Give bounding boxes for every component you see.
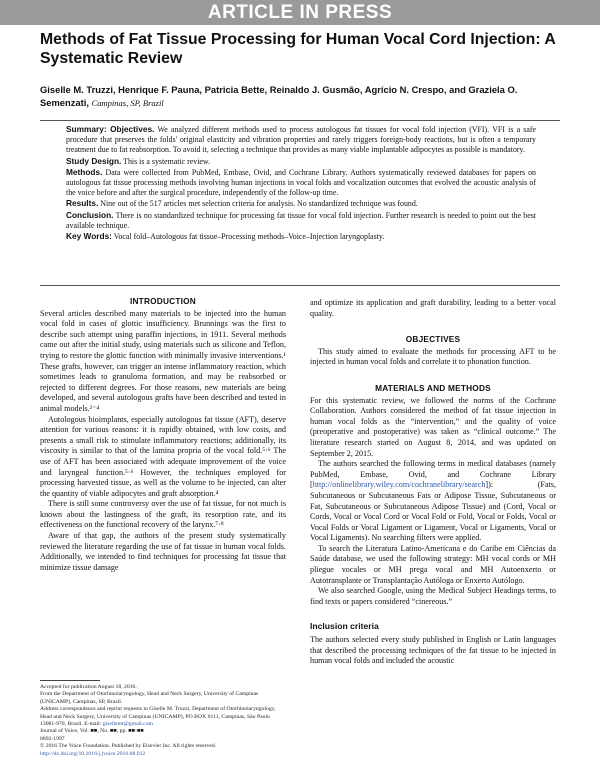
design-text: This is a systematic review.: [123, 156, 211, 166]
intro-paragraph-2: Autologous bioimplants, especially autologous fat tissue (AFT), deserve attention for various reasons: it is rapidly obtained, with low costs, and presents a small risk to stimulate inflammatory reactions; additionally, its viscosity is similar to that of the lamina propria of the vocal fold.⁵·⁶ The use of AFT has been associated with adequate improvement of the voice and laryngeal function.⁵·⁶ However, the techniques employed for processing harvested tissue, as well as the volume to be injected, can alter the quantity of viable adipocytes and graft absorption.⁴: [40, 414, 286, 498]
footnote-address: Address correspondence and reprint requests to Giselle M. Truzzi, Department of Otorhinolaryngology, Head and Neck Surgery, University of Campinas (UNICAMP), PO BOX 6111, Campinas, São Paulo 13081-970, Brazil. E-mail: gisellemt@gmail.com: [40, 706, 276, 728]
abstract-top-rule: [40, 120, 560, 121]
footnote: [40, 684, 286, 758]
intro-continuation: and optimize its application and graft durability, leading to a better vocal quality.: [310, 298, 556, 318]
left-column: [40, 296, 286, 573]
article-in-press-banner: ARTICLE IN PRESS: [0, 0, 600, 25]
summary-text: We analyzed different methods used to process autologous fat tissues for vocal fold injection (VFI). VFI is a safe procedure that preserves the folds' original elasticity and vibration properties and rarely triggers foreign-body reactions, but is often a temporary treatment due to fat reabsorption. To avoid it, selecting a technique that provides as many viable implantable adipocytes as possible is mandatory.: [66, 125, 536, 155]
abstract-bottom-rule: [40, 285, 560, 286]
footnote-issn: 0892-1997: [40, 735, 65, 742]
methods-paragraph-2: The authors searched the following terms in medical databases (namely PubMed, Embase, Ovid, and Cochrane Library [http://onlinelibrary.wiley.com/cochranelibrary/search]): (Fats, Subcutaneous or Subcutaneous Fats or Adipose Tissue, Subcutaneous or Fat, Subcutaneous or Subcutaneous Adipose Tissue) and (Cord, Vocal or Cords, Vocal or Vocal Cord or Vocal Fold or Fold, Vocal or Folds, Vocal or Vocal Folds or Vocal Ligament or Ligament, Vocal or Ligaments, Vocal or Vocal Ligaments). No searching filters were applied.: [310, 459, 556, 543]
footnote-journal: Journal of Voice, Vol. ■■, No. ■■, pp. ■■-■■: [40, 728, 144, 735]
methods-paragraph-4: We also searched Google, using the Medical Subject Headings terms, to find texts or papers considered “cinereous.”: [310, 586, 556, 606]
intro-paragraph-4: Aware of that gap, the authors of the present study systematically reviewed the literature regarding the use of fat tissue in human vocal folds. Additionally, we intended to find techniques for processing fat tissue that minimize tissue damage: [40, 531, 286, 572]
footnote-accepted: Accepted for publication August 18, 2016.: [40, 684, 137, 690]
conclusion-text: There is no standardized technique for processing fat tissue for vocal fold injection. Further research is needed to point out the best available technique.: [66, 210, 536, 230]
intro-paragraph-3: There is still some controversy over the use of fat tissue, for not much is known about the lastingness of the graft, its resorption rate, and its effectiveness on the functional recovery of the larynx.⁷·⁸: [40, 499, 286, 530]
footnote-rule: [40, 680, 100, 681]
summary-label: Summary: Objectives.: [66, 124, 155, 134]
methods-paragraph-3: To search the Literatura Latino-Americana e do Caribe em Ciências da Saúde database, we used the following strategy: MH vocal cords or MH pliegue vocales or MH prega vocal and MH Autoenxerto or Autotransplante or Transplantação Autóloga or Enxerto Autólogo.: [310, 543, 556, 585]
inclusion-criteria-heading: Inclusion criteria: [310, 621, 379, 632]
design-label: Study Design.: [66, 155, 122, 166]
author-email-link[interactable]: gisellemt@gmail.com: [102, 721, 153, 728]
author-list: [40, 84, 560, 109]
intro-paragraph-1: Several articles described many materials to be injected into the human vocal fold in cases of glottic insufficiency. Brunnings was the first to describe such attempt using paraffin injections, in 1911. Several methods came out after the initial study, using materials such as silicone and Teflon, trying to restore the glottic function with minimally invasive interventions.¹ These grafts, however, can trigger an intense inflammatory reaction, which sometimes leads to granuloma formation, and may be reabsorbed or rejected to different degrees. For those reasons, new materials are being developed, and several autologous grafts have been described and tested in animal models.²⁻⁴: [40, 308, 286, 413]
objectives-text: This study aimed to evaluate the methods for processing AFT to be injected in human vocal folds and correlate it to phonation function.: [310, 346, 556, 367]
keywords-text: Vocal fold–Autologous fat tissue–Processing methods–Voice–Injection laryngoplasty.: [113, 232, 385, 242]
author-location: Campinas, SP, Brazil: [91, 97, 164, 108]
footnote-affiliation: From the Department of Otorhinolaryngology, Head and Neck Surgery, University of Campinas (UNICAMP), Campinas, SP, Brazil.: [40, 691, 259, 705]
keywords-label: Key Words:: [66, 231, 112, 242]
abstract: [66, 124, 536, 242]
methods-text: Data were collected from PubMed, Embase, Ovid, and Cochrane Library. Authors systematically reviewed databases for papers on autologous fat tissue processing methods involving human injections in vocal folds and vocalization outcomes that evolved the acoustic analysis of the voice before and after the surgical procedure, independently of the follow-up time.: [66, 167, 536, 198]
results-label: Results.: [66, 198, 99, 209]
inclusion-criteria-text: The authors selected every study published in English or Latin languages that described the processing techniques of the fat tissue to be injected in human vocal folds and included the acoustic: [310, 635, 556, 666]
methods-label: Methods.: [66, 166, 103, 177]
article-title: Methods of Fat Tissue Processing for Human Vocal Cord Injection: A Systematic Review: [40, 31, 556, 67]
materials-methods-heading: MATERIALS AND METHODS: [375, 382, 491, 393]
right-column: [310, 298, 556, 667]
conclusion-label: Conclusion.: [66, 209, 114, 220]
cochrane-search-link[interactable]: http://onlinelibrary.wiley.com/cochranelibrary/search: [312, 480, 486, 490]
objectives-heading: OBJECTIVES: [405, 334, 461, 345]
doi-link[interactable]: http://dx.doi.org/10.1016/j.jvoice.2016.08.012: [40, 750, 146, 757]
author-names: Giselle M. Truzzi, Henrique F. Pauna, Patricia Bette, Reinaldo J. Gusmão, Agrício N. Crespo, and Graziela O. Semenzati,: [40, 84, 518, 108]
methods-paragraph-1: For this systematic review, we followed the norms of the Cochrane Collaboration. Authors considered the method of fat tissue injection in human vocal folds as the “intervention,” and the quality of voice (preoperative and postoperative) was taken as “clinical outcome.” The literature research started on August 8, 2014, and was updated on September 2, 2015.: [310, 395, 556, 458]
results-text: Nine out of the 517 articles met selection criteria for analysis. No standardized technique was found.: [100, 199, 418, 209]
footnote-copyright: © 2016 The Voice Foundation. Published by Elsevier Inc. All rights reserved.: [40, 743, 217, 750]
introduction-heading: INTRODUCTION: [129, 296, 196, 306]
